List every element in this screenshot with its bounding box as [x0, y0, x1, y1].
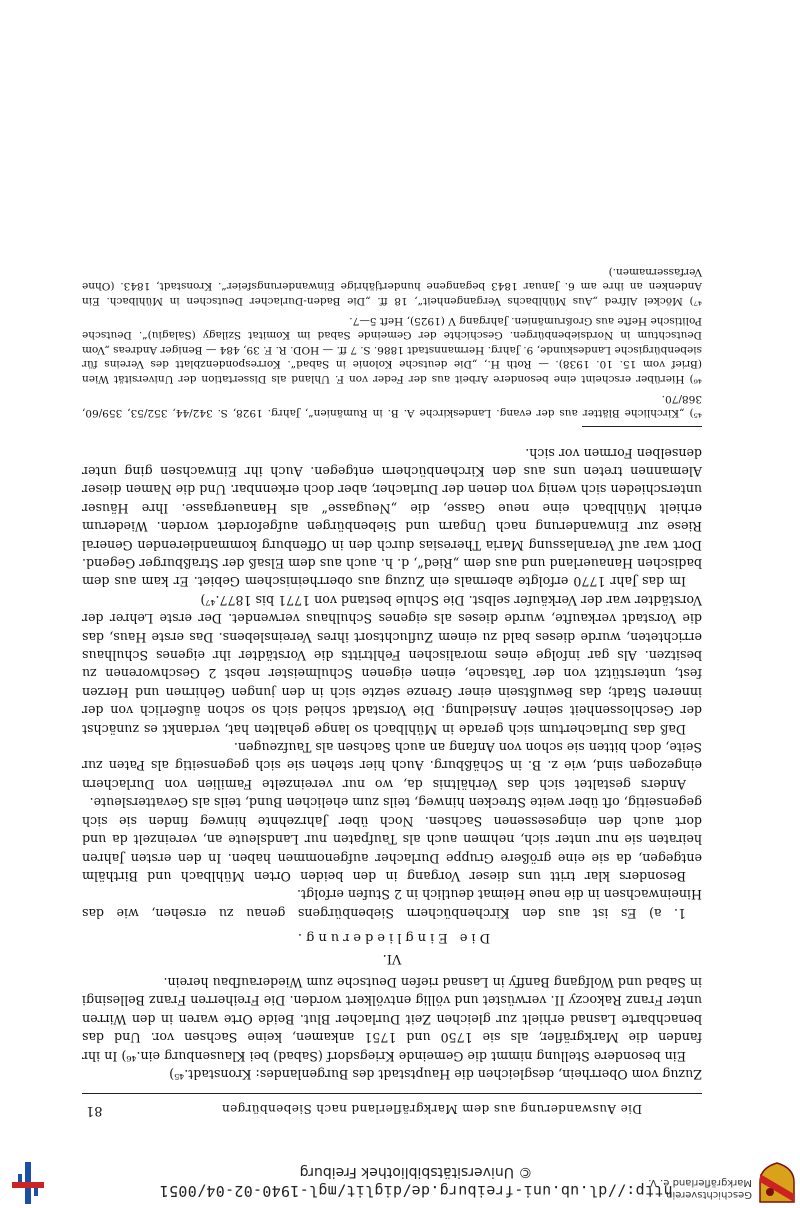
- paragraph: Ein besondere Stellung nimmt die Gemeinde Kriegsdorf (Sabad) bei Klausenburg ein.⁴⁶) In ihr fanden die Markgräfler, als sie 1750 und 1751 ankamen, keine Sachsen vor. Und das benachbarte Lasnad erhielt zur gleichen Zeit Durlacher Blut. Beide Orte waren in den Wirren unter Franz Rakoczy II. verwüstet und völlig entvölkert worden. Die Freiherren Franz Bellesingi in Sabad und Wolfgang Banffy in Lasnad riefen Deutsche zum Wiederaufbau herein.: [82, 974, 702, 1064]
- section-title: Die Eingliederung.: [293, 930, 491, 946]
- copyright-notice: © Universitätsbibliothek Freiburg: [299, 1164, 533, 1180]
- footnote: ⁴⁶) Hierüber erscheint eine besondere Arbeit aus der Feder von F. Uhland als Dissertation der Universität Wien (Brief vom 15. 10. 1938). — Roth H., „Die deutsche Kolonie in Sabad“. Korrespondenzblatt des Vereins für siebenbürgische Landeskunde, 9. Jahrg. Hermannstadt 1886. S. 7 ff. — HOD. R. F. 39, 484 — Beniger Andreas „Vom Deutschtum in Nordsiebenbürgen. Geschichte der Gemeinde Sabad im Komitat Szilagy (Salagiu)“. Deutsche Politische Hefte aus Großrumänien. Jahrgang V (1925), Heft 5—7.: [82, 314, 702, 385]
- paragraph: Anders gestaltet sich das Verhältnis da, wo nur vereinzelte Familien von Durlachern eingezogen sind, wie z. B. in Schäßburg. Auch hier stehen sie sich gegenseitig als Paten zur Seite, doch bitten sie schon von Anfang an auch Sachsen als Taufzeugen.: [82, 740, 702, 792]
- paragraph: Daß das Durlachertum sich gerade in Mühlbach so lange gehalten hat, verdankt es zunächst der Geschlossenheit seiner Ansiedlung. Die Vorstadt schied sich so schon äußerlich von der inneren Stadt; das Bewußtsein einer Grenze setzte sich in den jungen Gehirnen und Herzen fest, unterstützt von der Tatsache, einen eigenen Schulmeister nebst 2 Geschworenen zu besitzen. Als gar infolge eines moralischen Fehltritts die Vorstädter ihr eigenes Schulhaus errichteten, wurde dieses bald zu einem Zufluchtsort ihres Vereinslebens. Das erste Haus, das die Vorstadt verkaufte, wurde dieses als eigenes Schulhaus verwendet. Der erste Lehrer der Vorstädter war der Verkäufer selbst. Die Schule bestand von 1771 bis 1877.⁴⁷): [82, 592, 702, 737]
- paragraph: 1. a) Es ist aus den Kirchenbüchern Siebenbürgens genau zu ersehen, wie das Hineinwachsen in die neue Heimat deutlich in 2 Stufen erfolgt.: [82, 887, 702, 921]
- footnotes: [82, 264, 702, 420]
- brand-line-1: Geschichtsverein: [666, 1189, 752, 1200]
- paragraph: Im das Jahr 1770 erfolgte abermals ein Zuzug aus oberrheinischem Gebiet. Er kam aus dem badischen Hanauerland und aus dem „Ried“, d. h. auch aus dem Elsaß der Straßburger Gegend. Dort war auf Veranlassung Maria Theresias durch den in Offenburg kommandierenden General Riese zur Einwanderung nach Ungarn und Siebenbürgen aufgefordert worden. Wiederum erhielt Mühlbach eine neue Gasse, die „Neugasse“ als Hanauergasse. Ihre Häuser unterschieden sich wenig von denen der Durlacher, aber doch erkennbar. Und die Namen dieser Alemannen treten uns aus den Kirchenbüchern entgegen. Auch ihr Einwachsen ging unter denselben Formen vor sich.: [82, 445, 702, 590]
- body-text: [82, 443, 702, 1083]
- coat-of-arms-icon[interactable]: [754, 1162, 800, 1204]
- university-seal-icon[interactable]: [8, 1162, 48, 1204]
- running-head: [82, 1093, 702, 1122]
- paragraph: Besonders klar tritt uns dieser Vorgang in den beiden Orten Mühlbach und Birthälm entgegen, da sie eine größere Gruppe Durlacher aufgenommen haben. In den ersten Jahren heiraten sie nur unter sich, nehmen auch als Taufpaten nur Landsleute an, vereinzelt da und dort auch den eingesessenen Sachsen. Noch über Jahrzehnte hinweg finden sie sich gegenseitig, oft über weite Strecken hinweg, teils zum ehelichen Bund, teils als Gevattersleute.: [82, 795, 702, 884]
- running-title: Die Auswanderung aus dem Markgräflerland nach Siebenbürgen: [221, 1102, 642, 1116]
- brand-line-2: Markgräflerland e. V.: [648, 1177, 752, 1188]
- page-number: 81: [86, 1103, 103, 1118]
- brand-text: [648, 1176, 752, 1200]
- footnote-rule: [582, 426, 702, 427]
- footnote: ⁴⁵) „Kirchliche Blätter aus der evang. Landeskirche A. B. in Rumänien“, Jahrg. 1928, S. 342/44, 352/53, 359/60, 368/70.: [82, 392, 702, 420]
- footnote: ⁴⁷) Möckel Alfred „Aus Mühlbachs Vergangenheit“, 18 ff. „Die Baden-Durlacher Deutschen in Mühlbach. Ein Andenken an ihre am 6. Januar 1843 begangene hundertjährige Einwanderungsfeier“. Kronstadt, 1843. (Ohne Verfassernamen.): [82, 265, 702, 308]
- viewer-header: [0, 1158, 800, 1208]
- book-page: [82, 62, 702, 1122]
- section-number: VI.: [382, 950, 402, 966]
- paragraph: Zuzug vom Oberrhein, desgleichen die Hauptstadt des Burgenlandes: Kronstadt.⁴⁵): [169, 1067, 702, 1082]
- document-url[interactable]: http://dl.ub.uni-freiburg.de/diglit/mgl-1940-02-04/0051: [159, 1182, 673, 1200]
